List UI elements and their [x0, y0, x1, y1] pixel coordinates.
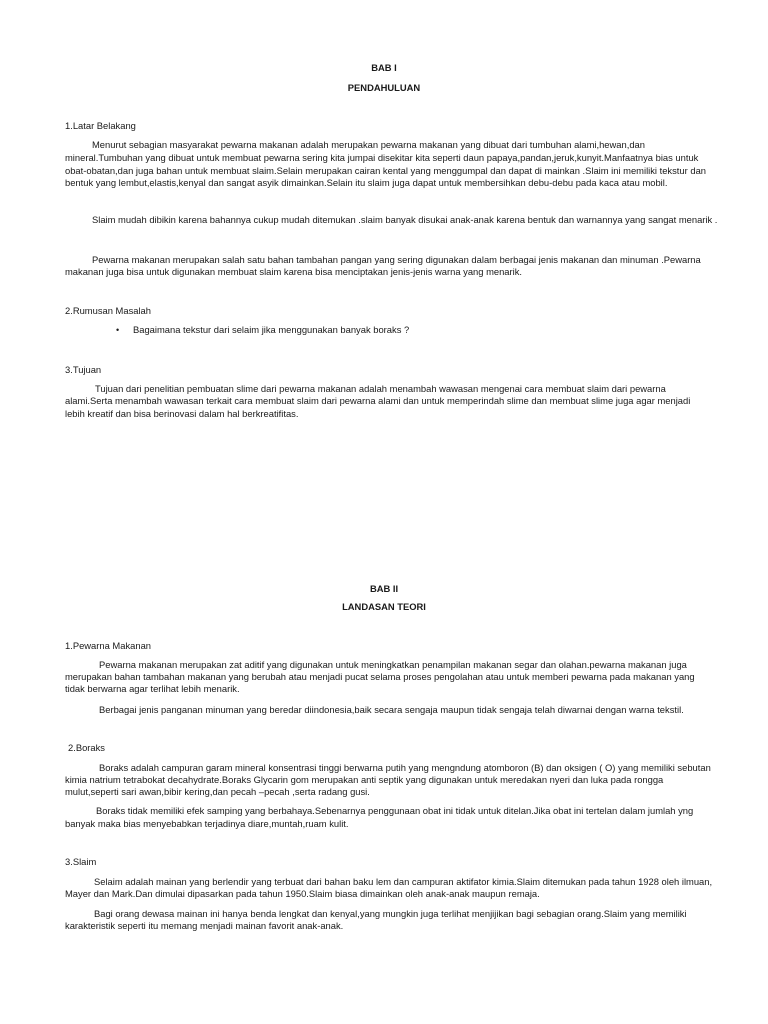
paragraph-line: tidak berwarna agar terlihat lebih menarik.: [65, 683, 240, 694]
paragraph-line: mineral.Tumbuhan yang dibuat untuk membuat pewarna sering kita jumpai disekitar kita seperti daun papaya,pandan,jeruk,kunyit.Manfaatnya bias untuk: [65, 152, 699, 163]
section-heading-slaim: 3.Slaim: [65, 856, 97, 867]
paragraph-line: bentuk yang lembut,elastis,kenyal dan sangat asyik dimainkan.Selain itu slaim juga dapat untuk membersihkan debu-debu pada kaca atau mobil.: [65, 177, 668, 188]
paragraph-line: Tujuan dari penelitian pembuatan slime dari pewarna makanan adalah menambah wawasan mengenai cara membuat slaim dari pewarna: [95, 383, 666, 394]
section-heading-pewarna-makanan: 1.Pewarna Makanan: [65, 640, 151, 651]
paragraph-line: Boraks adalah campuran garam mineral konsentrasi tinggi berwarna putih yang mengndung atomboron (B) dan oksigen ( O) yang memiliki sebutan: [99, 762, 711, 773]
chapter-subtitle: LANDASAN TEORI: [342, 601, 426, 612]
paragraph-line: alami.Serta menambah wawasan terkait cara membuat slaim dari pewarna alami dan untuk memperindah slime dan membuat slime juga agar menjadi: [65, 395, 691, 406]
section-heading-rumusan-masalah: 2.Rumusan Masalah: [65, 305, 151, 316]
paragraph-line: Bagi orang dewasa mainan ini hanya benda lengkat dan kenyal,yang mungkin juga terlihat menjijikan bagi sebagian orang.Slaim yang memiliki: [94, 908, 687, 919]
paragraph-line: Selaim adalah mainan yang berlendir yang terbuat dari bahan baku lem dan campuran aktifator kimia.Slaim ditemukan pada tahun 1928 oleh ilmuan,: [94, 876, 713, 887]
paragraph-line: kimia natrium tetrabokat decahydrate.Boraks Glycarin gom merupakan anti septik yang digunakan untuk meredakan nyeri dan luka pada rongga: [65, 774, 664, 785]
section-heading-tujuan: 3.Tujuan: [65, 364, 102, 375]
paragraph-line: Pewarna makanan merupakan salah satu bahan tambahan pangan yang sering digunakan dalam berbagai jenis makanan dan minuman .Pewarna: [92, 254, 701, 265]
chapter-title: BAB I: [371, 62, 397, 73]
paragraph-line: makanan juga bisa untuk digunakan membuat slaim karena bisa menciptakan jenis-jenis warna yang menarik.: [65, 266, 523, 277]
chapter-subtitle: PENDAHULUAN: [347, 82, 421, 93]
paragraph-line: mulut,seperti sari awan,bibir kering,dan pecah –pecah ,serta radang gusi.: [65, 786, 370, 797]
paragraph-line: Berbagai jenis panganan minuman yang beredar diindonesia,baik secara sengaja maupun tidak sengaja telah diwarnai dengan warna tekstil.: [99, 704, 684, 715]
bullet-icon: •: [116, 325, 120, 335]
paragraph-line: karakteristik seperti itu memang menjadi mainan favorit anak-anak.: [65, 920, 344, 931]
paragraph-line: Boraks tidak memiliki efek samping yang berbahaya.Sebenarnya penggunaan obat ini tidak untuk ditelan.Jika obat ini tertelan dalam jumlah yng: [96, 805, 694, 816]
section-heading-latar-belakang: 1.Latar Belakang: [65, 120, 136, 131]
paragraph-line: banyak maka bias menyebabkan terjadinya diare,muntah,ruam kulit.: [65, 818, 349, 829]
paragraph-line: obat-obatan,dan juga bahan untuk membuat slaim.Selain merupakan cairan kental yang menggumpal dan dapat di mainkan .Slaim ini memiliki tekstur dan: [65, 165, 706, 176]
paragraph-line: Slaim mudah dibikin karena bahannya cukup mudah ditemukan .slaim banyak disukai anak-anak karena bentuk dan warnannya yang sangat menarik .: [92, 214, 718, 225]
list-item: Bagaimana tekstur dari selaim jika menggunakan banyak boraks ?: [133, 324, 410, 335]
section-heading-boraks: 2.Boraks: [68, 742, 105, 753]
paragraph-line: Pewarna makanan merupakan zat aditif yang digunakan untuk meningkatkan penampilan makanan segar dan olahan.pewarna makanan juga: [99, 659, 687, 670]
paragraph-line: Menurut sebagian masyarakat pewarna makanan adalah merupakan pewarna makanan yang dibuat dari tumbuhan alami,hewan,dan: [92, 139, 645, 150]
chapter-title: BAB II: [369, 583, 399, 594]
paragraph-line: Mayer dan Mark.Dan dimulai dipasarkan pada tahun 1950.Slaim biasa dimainkan oleh anak-anak maupun remaja.: [65, 888, 540, 899]
paragraph-line: lebih kreatif dan bisa berinovasi dalam hal berkreatifitas.: [65, 408, 299, 419]
paragraph-line: merupakan bahan tambahan makanan yang berubah atau menjadi pucat selama proses pengolahan atau untuk memberi pewarna pada makanan yang: [65, 671, 695, 682]
